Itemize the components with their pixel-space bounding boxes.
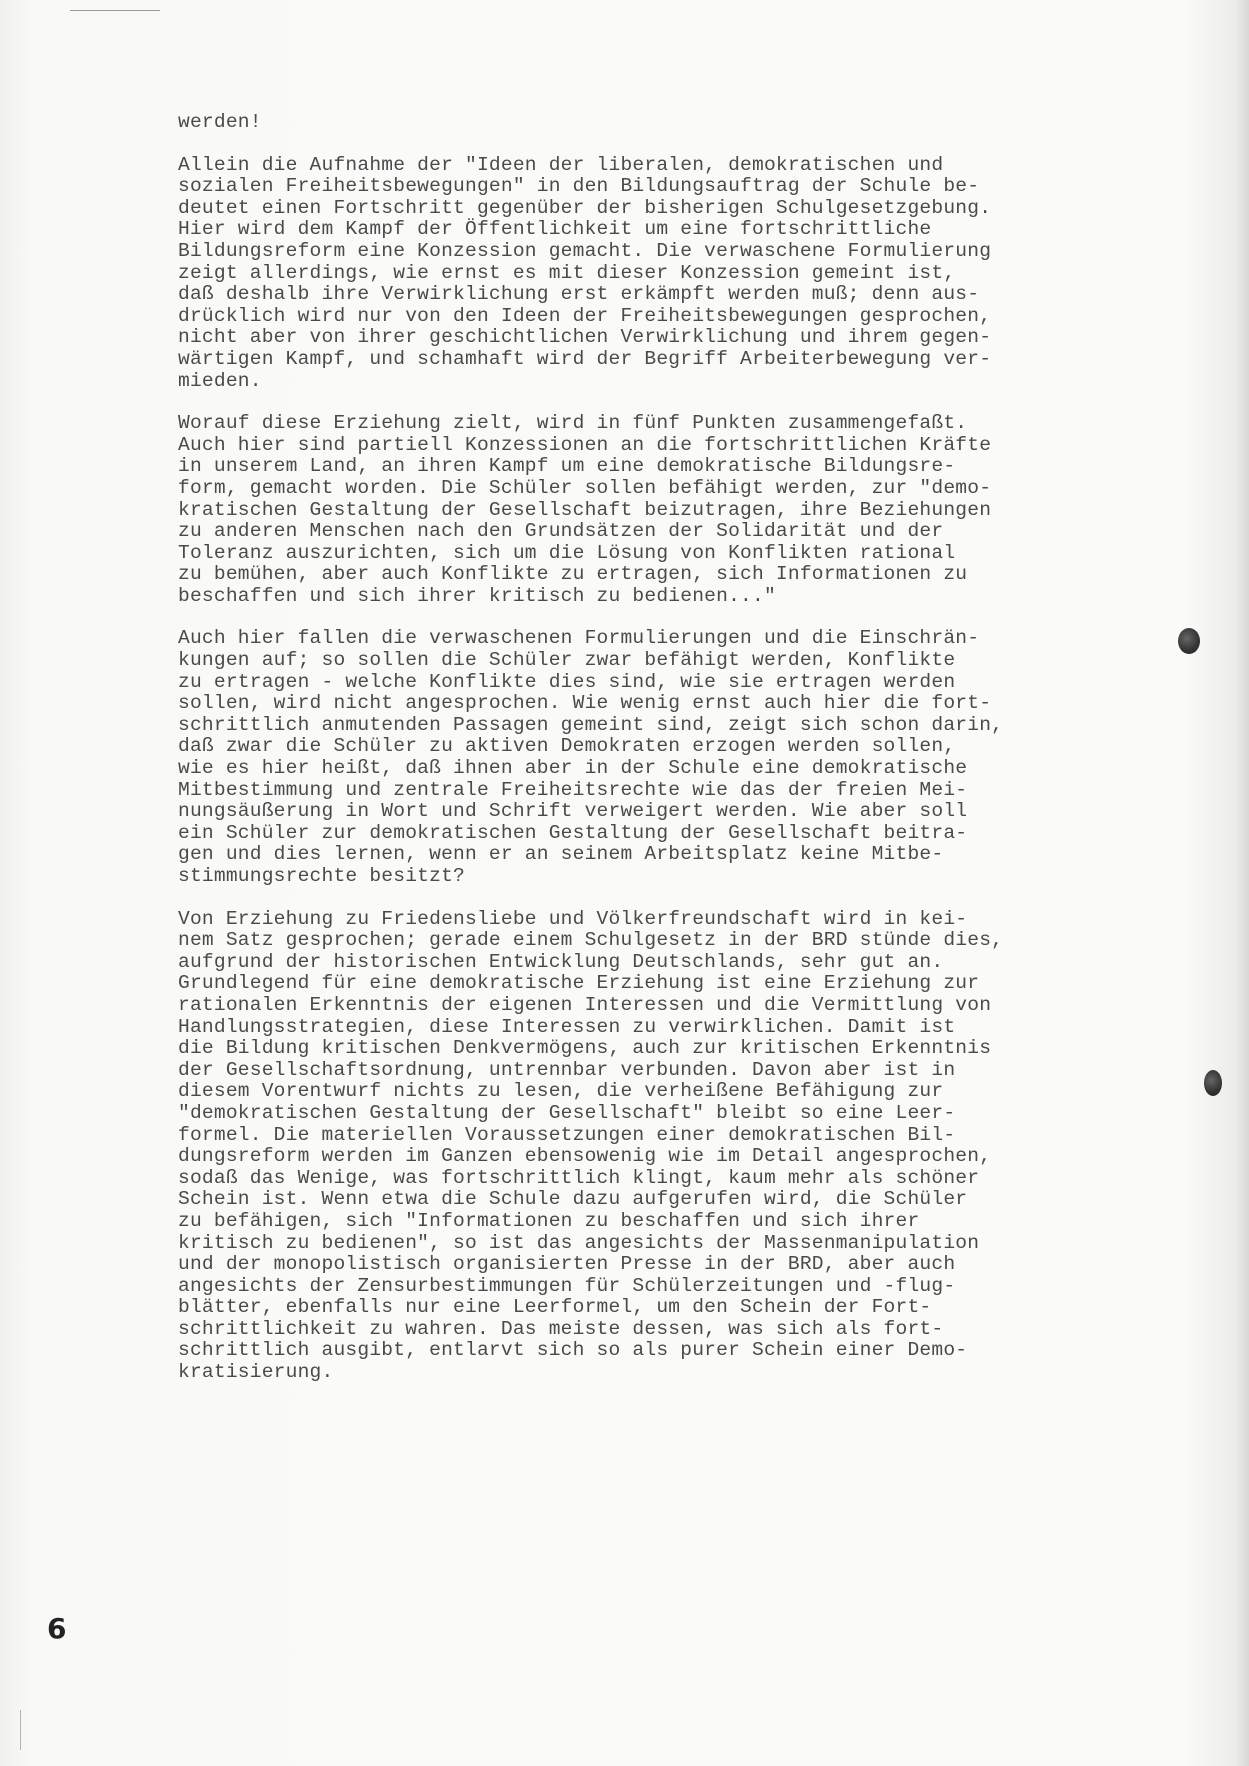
text-line: Von Erziehung zu Friedensliebe und Völkerfreundschaft wird in kei- xyxy=(178,907,968,930)
text-line: sozialen Freiheitsbewegungen" in den Bildungsauftrag der Schule be- xyxy=(178,175,980,198)
text-line: Bildungsreform eine Konzession gemacht. Die verwaschene Formulierung xyxy=(178,239,992,262)
text-line: sodaß das Wenige, was fortschrittlich klingt, kaum mehr als schöner xyxy=(178,1166,980,1189)
text-line: zu befähigen, sich "Informationen zu beschaffen und sich ihrer xyxy=(178,1209,920,1232)
text-line: zu ertragen - welche Konflikte dies sind, wie sie ertragen werden xyxy=(178,670,956,693)
text-line: Auch hier sind partiell Konzessionen an die fortschrittlichen Kräfte xyxy=(178,433,992,456)
page-edge-shadow xyxy=(1235,0,1249,1766)
text-line: Worauf diese Erziehung zielt, wird in fünf Punkten zusammengefaßt. xyxy=(178,412,968,435)
text-line: blätter, ebenfalls nur eine Leerformel, um den Schein der Fort- xyxy=(178,1296,932,1319)
text-line: Schein ist. Wenn etwa die Schule dazu aufgerufen wird, die Schüler xyxy=(178,1188,968,1211)
text-line: kratisierung. xyxy=(178,1361,334,1384)
text-line: zeigt allerdings, wie ernst es mit dieser Konzession gemeint ist, xyxy=(178,261,956,284)
text-line: wärtigen Kampf, und schamhaft wird der Begriff Arbeiterbewegung ver- xyxy=(178,347,992,370)
text-line: kratischen Gestaltung der Gesellschaft beizutragen, ihre Beziehungen xyxy=(178,498,992,521)
text-line: schrittlich anmutenden Passagen gemeint sind, zeigt sich schon darin, xyxy=(178,713,1004,736)
text-line: ein Schüler zur demokratischen Gestaltung der Gesellschaft beitra- xyxy=(178,821,968,844)
text-line: formel. Die materiellen Voraussetzungen einer demokratischen Bil- xyxy=(178,1123,956,1146)
text-line: sollen, wird nicht angesprochen. Wie wenig ernst auch hier die fort- xyxy=(178,692,992,715)
text-line: Grundlegend für eine demokratische Erziehung ist eine Erziehung zur xyxy=(178,972,980,995)
text-line: nem Satz gesprochen; gerade einem Schulgesetz in der BRD stünde dies, xyxy=(178,929,1004,952)
top-rule xyxy=(70,10,160,11)
text-line: daß zwar die Schüler zu aktiven Demokraten erzogen werden sollen, xyxy=(178,735,956,758)
text-line: Handlungsstrategien, diese Interessen zu verwirklichen. Damit ist xyxy=(178,1015,956,1038)
paragraph xyxy=(178,909,1208,1384)
text-line: drücklich wird nur von den Ideen der Freiheitsbewegungen gesprochen, xyxy=(178,304,992,327)
text-line: und der monopolistisch organisierten Presse in der BRD, aber auch xyxy=(178,1253,956,1276)
ink-blot xyxy=(1204,1070,1222,1096)
text-line: "demokratischen Gestaltung der Gesellschaft" bleibt so eine Leer- xyxy=(178,1101,956,1124)
text-line: stimmungsrechte besitzt? xyxy=(178,865,465,887)
text-line: mieden. xyxy=(178,369,262,392)
text-line: die Bildung kritischen Denkvermögens, auch zur kritischen Erkenntnis xyxy=(178,1037,992,1060)
margin-mark xyxy=(20,1710,21,1750)
text-line: der Gesellschaftsordnung, untrennbar verbunden. Davon aber ist in xyxy=(178,1058,956,1081)
paragraph xyxy=(178,112,1208,134)
text-line: kritisch zu bedienen", so ist das angesichts der Massenmanipulation xyxy=(178,1231,980,1254)
text-line: Hier wird dem Kampf der Öffentlichkeit um eine fortschrittliche xyxy=(178,218,932,241)
text-line: zu anderen Menschen nach den Grundsätzen der Solidarität und der xyxy=(178,520,944,543)
text-line: kungen auf; so sollen die Schüler zwar befähigt werden, Konflikte xyxy=(178,649,956,672)
text-line: wie es hier heißt, daß ihnen aber in der Schule eine demokratische xyxy=(178,757,968,780)
ink-blot xyxy=(1178,628,1200,654)
text-line: diesem Vorentwurf nichts zu lesen, die verheißene Befähigung zur xyxy=(178,1080,944,1103)
text-line: rationalen Erkenntnis der eigenen Interessen und die Vermittlung von xyxy=(178,993,992,1016)
document-body xyxy=(178,112,1208,1405)
text-line: daß deshalb ihre Verwirklichung erst erkämpft werden muß; denn aus- xyxy=(178,283,980,306)
page-number: 6 xyxy=(47,1612,67,1645)
paragraph xyxy=(178,155,1208,393)
text-line: aufgrund der historischen Entwicklung Deutschlands, sehr gut an. xyxy=(178,950,944,973)
text-line: dungsreform werden im Ganzen ebensowenig wie im Detail angesprochen, xyxy=(178,1145,992,1168)
text-line: gen und dies lernen, wenn er an seinem Arbeitsplatz keine Mitbe- xyxy=(178,843,944,866)
text-line: form, gemacht worden. Die Schüler sollen befähigt werden, zur "demo- xyxy=(178,476,992,499)
text-line: beschaffen und sich ihrer kritisch zu bedienen..." xyxy=(178,584,776,607)
text-line: zu bemühen, aber auch Konflikte zu ertragen, sich Informationen zu xyxy=(178,563,968,586)
paragraph xyxy=(178,628,1208,887)
text-line: in unserem Land, an ihren Kampf um eine demokratische Bildungsre- xyxy=(178,455,956,478)
text-line: Allein die Aufnahme der "Ideen der liberalen, demokratischen und xyxy=(178,153,944,176)
text-line: schrittlichkeit zu wahren. Das meiste dessen, was sich als fort- xyxy=(178,1317,944,1340)
text-line: nicht aber von ihrer geschichtlichen Verwirklichung und ihrem gegen- xyxy=(178,326,992,349)
text-line: deutet einen Fortschritt gegenüber der bisherigen Schulgesetzgebung. xyxy=(178,196,992,219)
text-line: werden! xyxy=(178,111,262,133)
text-line: schrittlich ausgibt, entlarvt sich so als purer Schein einer Demo- xyxy=(178,1339,968,1362)
text-line: Toleranz auszurichten, sich um die Lösung von Konflikten rational xyxy=(178,541,956,564)
paragraph xyxy=(178,413,1208,607)
text-line: nungsäußerung in Wort und Schrift verweigert werden. Wie aber soll xyxy=(178,800,968,823)
text-line: Auch hier fallen die verwaschenen Formulierungen und die Einschrän- xyxy=(178,627,980,650)
text-line: angesichts der Zensurbestimmungen für Schülerzeitungen und -flug- xyxy=(178,1274,956,1297)
text-line: Mitbestimmung und zentrale Freiheitsrechte wie das der freien Mei- xyxy=(178,778,968,801)
